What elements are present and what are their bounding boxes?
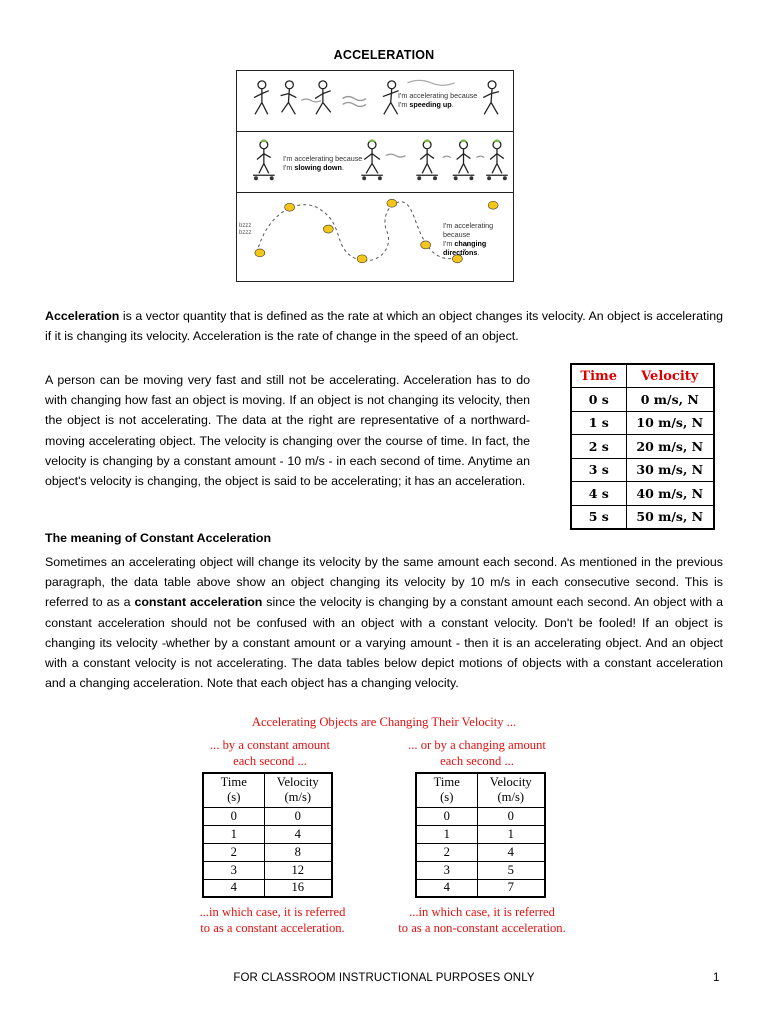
time-cell: 2 s	[571, 435, 626, 459]
velocity-cell: 7	[477, 879, 545, 897]
velocity-cell: 50 m/s, N	[626, 505, 714, 529]
velocity-header: Velocity (m/s)	[264, 773, 332, 807]
table-row	[416, 807, 545, 825]
acceleration-term: Acceleration	[45, 309, 120, 323]
velocity-table	[570, 363, 715, 530]
table-row	[203, 843, 332, 861]
constant-acceleration-paragraph	[45, 552, 723, 693]
time-cell: 3	[416, 861, 477, 879]
skateboarder-icon	[237, 132, 513, 192]
section-heading: The meaning of Constant Acceleration	[45, 531, 272, 545]
time-cell: 1	[416, 825, 477, 843]
non-constant-acceleration-table	[415, 772, 546, 898]
velocity-cell: 4	[477, 843, 545, 861]
page-title: ACCELERATION	[333, 48, 435, 62]
constant-amount-heading: ... by a constant amount each second ...	[210, 738, 330, 768]
constant-acceleration-caption: ...in which case, it is referred to as a constant acceleration.	[199, 905, 346, 935]
velocity-cell: 4	[264, 825, 332, 843]
slowing-down-panel	[237, 132, 513, 193]
time-cell: 3	[203, 861, 264, 879]
velocity-cell: 30 m/s, N	[626, 458, 714, 482]
definition-text: is a vector quantity that is defined as the rate at which an object changes its velocity. An object is accelerating if it is changing its velocity. Acceleration is the rate of change in the speed of an object.	[45, 309, 723, 344]
velocity-cell: 8	[264, 843, 332, 861]
non-constant-acceleration-caption: ...in which case, it is referred to as a non-constant acceleration.	[398, 905, 566, 935]
constant-acceleration-table	[202, 772, 333, 898]
comparison-title: Accelerating Objects are Changing Their Velocity ...	[251, 715, 517, 729]
acceleration-illustration	[236, 70, 514, 282]
slowing-down-caption: I'm accelerating because I'm slowing down.	[283, 154, 363, 172]
velocity-cell: 0	[264, 807, 332, 825]
speeding-up-caption: I'm accelerating because I'm speeding up.	[398, 91, 478, 109]
table-row	[203, 879, 332, 897]
time-cell: 4	[203, 879, 264, 897]
table-row	[203, 807, 332, 825]
velocity-cell: 5	[477, 861, 545, 879]
time-cell: 4	[416, 879, 477, 897]
time-cell: 2	[203, 843, 264, 861]
table-row	[571, 482, 714, 506]
velocity-cell: 20 m/s, N	[626, 435, 714, 459]
changing-amount-heading: ... or by a changing amount each second ...	[408, 738, 546, 768]
time-header: Time (s)	[203, 773, 264, 807]
table-row	[416, 879, 545, 897]
table-row	[416, 843, 545, 861]
time-cell: 0	[416, 807, 477, 825]
velocity-header: Velocity (m/s)	[477, 773, 545, 807]
time-cell: 3 s	[571, 458, 626, 482]
velocity-cell: 40 m/s, N	[626, 482, 714, 506]
changing-directions-panel	[237, 193, 513, 281]
table-row	[416, 861, 545, 879]
velocity-cell: 0	[477, 807, 545, 825]
table-row	[416, 825, 545, 843]
time-cell: 0 s	[571, 388, 626, 412]
moving-fast-paragraph: A person can be moving very fast and still not be accelerating. Acceleration has to do with changing how fast an object is moving. If an object is not changing its velocity, then the object is not accelerating. The data at the right are representative of a northward-moving accelerating object. The velocity is changing over the course of time. In fact, the velocity is changing by a constant amount - 10 m/s - in each second of time. Anytime an object's velocity is changing, the object is said to be accelerating; it has an acceleration.	[45, 373, 530, 489]
time-header: Time (s)	[416, 773, 477, 807]
section-text-b: since the velocity is changing by a constant amount each second. An object with a constant acceleration should not be confused with an object with a constant velocity. Don't be fooled! If an object is changing its velocity -whether by a constant amount or a varying amount - then it is an accelerating object. And an object with a constant velocity is not accelerating. The data tables below depict motions of objects with a constant acceleration and a changing acceleration. Note that each object has a changing velocity.	[45, 595, 723, 691]
time-cell: 2	[416, 843, 477, 861]
velocity-cell: 16	[264, 879, 332, 897]
table-row	[571, 411, 714, 435]
time-cell: 4 s	[571, 482, 626, 506]
time-cell: 1 s	[571, 411, 626, 435]
velocity-cell: 1	[477, 825, 545, 843]
table-row	[571, 435, 714, 459]
page-number: 1	[713, 972, 720, 984]
definition-paragraph	[45, 306, 723, 346]
time-header: Time	[571, 364, 626, 388]
table-row	[571, 388, 714, 412]
velocity-table-header-row	[571, 364, 714, 388]
table-row	[203, 825, 332, 843]
time-cell: 1	[203, 825, 264, 843]
constant-acceleration-term: constant acceleration	[134, 595, 263, 610]
speeding-up-panel	[237, 71, 513, 132]
velocity-cell: 0 m/s, N	[626, 388, 714, 412]
footer-text: FOR CLASSROOM INSTRUCTIONAL PURPOSES ONLY	[233, 972, 535, 984]
velocity-cell: 12	[264, 861, 332, 879]
table-row	[571, 505, 714, 529]
velocity-cell: 10 m/s, N	[626, 411, 714, 435]
table-row	[571, 458, 714, 482]
table-header-row	[416, 773, 545, 807]
table-header-row	[203, 773, 332, 807]
table-row	[203, 861, 332, 879]
velocity-header: Velocity	[626, 364, 714, 388]
time-cell: 0	[203, 807, 264, 825]
changing-directions-caption: I'm accelerating because I'm changing directions.	[443, 221, 494, 257]
section-text-a: Sometimes an accelerating object will change its velocity by the same amount each second. As mentioned in the previous paragraph, the data table above show an object changing its velocity by 10 m/s in each consecutive second. This is referred to as a	[45, 555, 723, 610]
bee-buzz-label: bzzz bzzz	[239, 223, 252, 236]
time-cell: 5 s	[571, 505, 626, 529]
